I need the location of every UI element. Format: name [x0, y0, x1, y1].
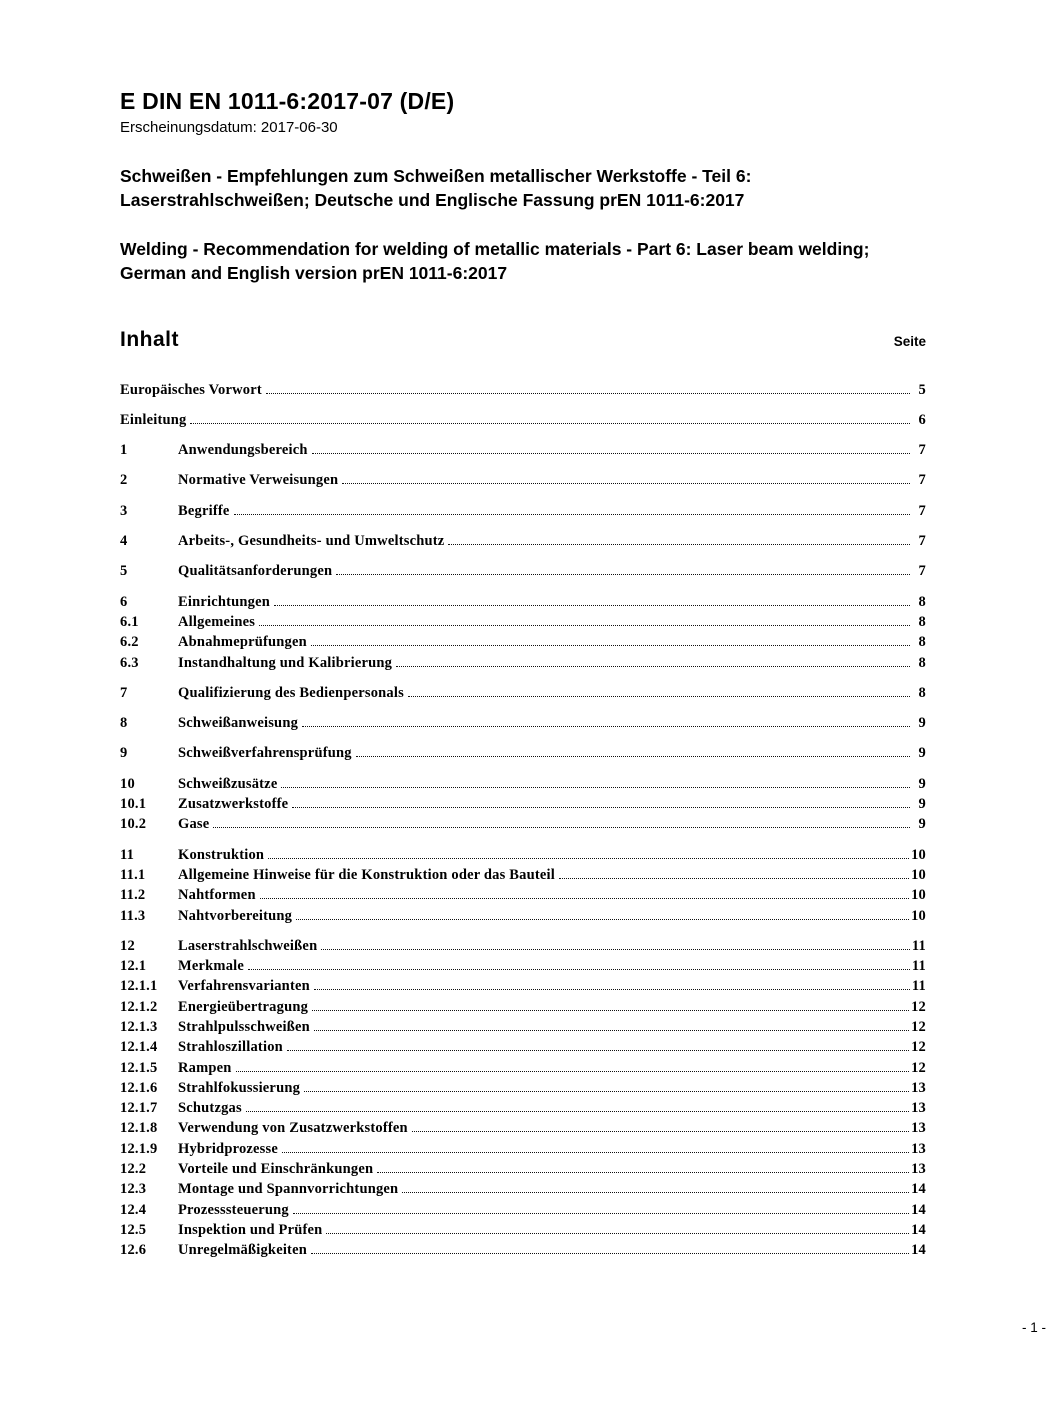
toc-entry-number: 6.3	[120, 654, 139, 671]
toc-leader-dots	[356, 756, 910, 757]
toc-entry-page: 13	[911, 1161, 926, 1178]
toc-group	[120, 715, 926, 735]
toc-group	[120, 412, 926, 432]
toc-entry[interactable]	[120, 1161, 926, 1181]
toc-group	[120, 685, 926, 705]
toc-group	[120, 442, 926, 462]
toc-entry-page: 14	[911, 1242, 926, 1259]
toc-entry-number: 12.2	[120, 1161, 147, 1178]
toc-entry-number: 10.2	[120, 816, 147, 833]
toc-entry-label: Schweißanweisung	[178, 715, 299, 732]
toc-leader-dots	[292, 807, 910, 808]
toc-entry[interactable]	[120, 655, 926, 675]
toc-entry-number: 5	[120, 563, 128, 580]
toc-entry-label: Strahloszillation	[178, 1039, 283, 1056]
toc-entry-page: 6	[918, 411, 926, 428]
toc-entry[interactable]	[120, 685, 926, 705]
toc-entry-page: 7	[918, 442, 926, 459]
toc-entry-number: 12.5	[120, 1221, 147, 1238]
toc-entry-number: 12.3	[120, 1181, 147, 1198]
toc-leader-dots	[408, 696, 910, 697]
toc-entry-page: 8	[918, 634, 926, 651]
toc-leader-dots	[311, 645, 910, 646]
toc-entry[interactable]	[120, 816, 926, 836]
toc-entry[interactable]	[120, 1100, 926, 1120]
toc-entry[interactable]	[120, 1019, 926, 1039]
toc-entry-label: Strahlpulsschweißen	[178, 1018, 310, 1035]
toc-entry[interactable]	[120, 867, 926, 887]
toc-entry-number: 10	[120, 775, 135, 792]
toc-leader-dots	[190, 423, 910, 424]
toc-entry-label: Instandhaltung und Kalibrierung	[178, 654, 393, 671]
toc-entry-label: Einleitung	[120, 411, 187, 428]
toc-leader-dots	[248, 969, 910, 970]
toc-entry-page: 14	[911, 1221, 926, 1238]
toc-entry-label: Arbeits-, Gesundheits- und Umweltschutz	[178, 533, 445, 550]
toc-leader-dots	[311, 1253, 909, 1254]
toc-entry-label: Schweißverfahrensprüfung	[178, 745, 352, 762]
toc-leader-dots	[296, 919, 909, 920]
toc-entry[interactable]	[120, 938, 926, 958]
toc-leader-dots	[336, 574, 910, 575]
toc-entry[interactable]	[120, 472, 926, 492]
toc-entry-page: 14	[911, 1181, 926, 1198]
toc-entry-page: 8	[918, 684, 926, 701]
toc-entry-label: Montage und Spannvorrichtungen	[178, 1181, 399, 1198]
toc-entry-page: 9	[918, 715, 926, 732]
toc-group	[120, 776, 926, 837]
toc-leader-dots	[559, 878, 909, 879]
page-footer	[240, 1320, 1046, 1335]
toc-entry-number: 11.3	[120, 907, 146, 924]
toc-entry-page: 8	[918, 613, 926, 630]
toc-leader-dots	[342, 483, 910, 484]
toc-entry[interactable]	[120, 614, 926, 634]
publication-date: Erscheinungsdatum: 2017-06-30	[120, 119, 338, 136]
toc-leader-dots	[312, 1010, 909, 1011]
page-number: - 1 -	[1021, 1320, 1046, 1335]
toc-entry-label: Merkmale	[178, 958, 245, 975]
toc-entry-page: 9	[918, 775, 926, 792]
toc-leader-dots	[321, 949, 910, 950]
toc-group	[120, 745, 926, 765]
toc-leader-dots	[314, 989, 910, 990]
toc-entry[interactable]	[120, 1060, 926, 1080]
toc-entry[interactable]	[120, 745, 926, 765]
toc-leader-dots	[293, 1213, 909, 1214]
toc-group	[120, 563, 926, 583]
toc-entry-page: 13	[911, 1079, 926, 1096]
toc-leader-dots	[246, 1111, 909, 1112]
toc-entry-label: Unregelmäßigkeiten	[178, 1242, 307, 1259]
toc-leader-dots	[287, 1050, 909, 1051]
toc-entry[interactable]	[120, 908, 926, 928]
toc-entry-number: 11	[120, 846, 135, 863]
toc-entry-number: 7	[120, 684, 128, 701]
toc-entry-label: Hybridprozesse	[178, 1140, 279, 1157]
toc-leader-dots	[396, 666, 910, 667]
toc-entry-number: 2	[120, 472, 128, 489]
toc-entry-page: 14	[911, 1201, 926, 1218]
toc-entry-number: 12.1.2	[120, 998, 158, 1015]
toc-leader-dots	[448, 544, 910, 545]
toc-entry-label: Nahtvorbereitung	[178, 907, 293, 924]
toc-entry[interactable]	[120, 847, 926, 867]
toc-entry-number: 12.1.9	[120, 1140, 158, 1157]
toc-entry[interactable]	[120, 503, 926, 523]
german-document-title: Schweißen - Empfehlungen zum Schweißen metallischer Werkstoffe - Teil 6: Laserstrahlschweißen; Deutsche und Englische Fassung prEN 1011-6:2017	[120, 166, 752, 211]
toc-entry-number: 12.1.7	[120, 1100, 158, 1117]
english-document-title: Welding - Recommendation for welding of metallic materials - Part 6: Laser beam welding; German and English version prEN 1011-6:2017	[120, 239, 870, 284]
toc-entry[interactable]	[120, 715, 926, 735]
toc-entry-label: Qualifizierung des Bedienpersonals	[178, 684, 404, 701]
toc-entry-label: Laserstrahlschweißen	[178, 937, 318, 954]
toc-entry-number: 3	[120, 502, 128, 519]
toc-group	[120, 847, 926, 928]
toc-entry-number: 9	[120, 745, 128, 762]
toc-entry[interactable]	[120, 442, 926, 462]
toc-entry-label: Verwendung von Zusatzwerkstoffen	[178, 1120, 408, 1137]
toc-leader-dots	[274, 605, 910, 606]
toc-entry-page: 9	[918, 816, 926, 833]
toc-entry-number: 12.1	[120, 958, 147, 975]
toc-entry-number: 12.1.4	[120, 1039, 158, 1056]
toc-entry-number: 12.1.3	[120, 1018, 158, 1035]
toc-entry-label: Normative Verweisungen	[178, 472, 339, 489]
toc-entry[interactable]	[120, 1242, 926, 1262]
toc-entry-label: Anwendungsbereich	[178, 442, 308, 459]
toc-leader-dots	[302, 726, 910, 727]
toc-group	[120, 594, 926, 675]
toc-entry[interactable]	[120, 1202, 926, 1222]
toc-entry-label: Zusatzwerkstoffe	[178, 796, 289, 813]
toc-leader-dots	[377, 1172, 909, 1173]
toc-entry-number: 11.2	[120, 887, 146, 904]
toc-leader-dots	[312, 453, 910, 454]
toc-entry-label: Europäisches Vorwort	[120, 381, 262, 398]
toc-entry-number: 12.1.1	[120, 978, 158, 995]
toc-heading: Inhalt	[120, 327, 179, 351]
toc-entry-label: Schweißzusätze	[178, 775, 278, 792]
toc-entry-number: 11.1	[120, 866, 146, 883]
toc-entry[interactable]	[120, 1120, 926, 1140]
toc-entry-page: 13	[911, 1100, 926, 1117]
toc-entry-label: Gase	[178, 816, 210, 833]
toc-entry-page: 9	[918, 796, 926, 813]
toc-entry-page: 10	[911, 846, 926, 863]
toc-entry[interactable]	[120, 634, 926, 654]
toc-entry-label: Konstruktion	[178, 846, 265, 863]
toc-leader-dots	[326, 1233, 909, 1234]
toc-header	[120, 328, 926, 352]
toc-entry[interactable]	[120, 412, 926, 432]
toc-entry-number: 1	[120, 442, 128, 459]
toc-entry-label: Einrichtungen	[178, 593, 271, 610]
toc-entry[interactable]	[120, 382, 926, 402]
toc-entry-page: 9	[918, 745, 926, 762]
toc-entry-page: 10	[911, 866, 926, 883]
toc-entry-number: 12	[120, 937, 135, 954]
toc-leader-dots	[412, 1131, 909, 1132]
toc-entry-label: Schutzgas	[178, 1100, 242, 1117]
toc-entry-page: 11	[911, 978, 926, 995]
toc-entry-page: 11	[911, 958, 926, 975]
toc-leader-dots	[260, 898, 909, 899]
toc-entry-page: 12	[911, 1039, 926, 1056]
toc-group	[120, 533, 926, 553]
toc-leader-dots	[268, 858, 909, 859]
toc-entry-page: 13	[911, 1120, 926, 1137]
toc-entry-page: 10	[911, 887, 926, 904]
toc-entry-page: 8	[918, 654, 926, 671]
toc-page-column-label: Seite	[893, 333, 926, 349]
toc-group	[120, 472, 926, 492]
toc-entry-label: Allgemeine Hinweise für die Konstruktion oder das Bauteil	[178, 866, 556, 883]
toc-entry-label: Begriffe	[178, 502, 230, 519]
toc-entry-number: 12.1.6	[120, 1079, 158, 1096]
document-title: E DIN EN 1011-6:2017-07 (D/E)	[120, 88, 455, 114]
toc-entry-page: 12	[911, 1059, 926, 1076]
toc-entry[interactable]	[120, 776, 926, 796]
toc-entry-label: Allgemeines	[178, 613, 256, 630]
toc-entry-page: 12	[911, 998, 926, 1015]
toc-entry-number: 6.2	[120, 634, 139, 651]
toc-entry[interactable]	[120, 1080, 926, 1100]
toc-entry[interactable]	[120, 796, 926, 816]
toc-entry-label: Abnahmeprüfungen	[178, 634, 307, 651]
toc-group	[120, 938, 926, 1263]
toc-entry[interactable]	[120, 1141, 926, 1161]
toc-entry-label: Nahtformen	[178, 887, 256, 904]
toc-entry[interactable]	[120, 978, 926, 998]
toc-entry-page: 5	[918, 381, 926, 398]
toc-entry-label: Vorteile und Einschränkungen	[178, 1161, 374, 1178]
toc-leader-dots	[402, 1192, 909, 1193]
toc-entry-number: 12.4	[120, 1201, 147, 1218]
toc-entry-page: 11	[911, 937, 926, 954]
toc-entry-page: 7	[918, 563, 926, 580]
toc-leader-dots	[213, 827, 910, 828]
toc-entry-number: 12.1.5	[120, 1059, 158, 1076]
toc-leader-dots	[282, 1152, 909, 1153]
toc-entry-page: 7	[918, 502, 926, 519]
toc-entry[interactable]	[120, 1222, 926, 1242]
toc-entry-label: Inspektion und Prüfen	[178, 1221, 323, 1238]
toc-list	[120, 382, 926, 1263]
toc-entry-number: 10.1	[120, 796, 147, 813]
toc-leader-dots	[234, 514, 910, 515]
toc-entry-page: 10	[911, 907, 926, 924]
toc-entry-label: Energieübertragung	[178, 998, 309, 1015]
toc-entry[interactable]	[120, 563, 926, 583]
toc-entry[interactable]	[120, 958, 926, 978]
toc-leader-dots	[259, 625, 910, 626]
toc-entry-number: 4	[120, 533, 128, 550]
toc-entry-label: Rampen	[178, 1059, 232, 1076]
toc-entry-label: Qualitätsanforderungen	[178, 563, 333, 580]
toc-leader-dots	[266, 393, 910, 394]
toc-entry-page: 12	[911, 1018, 926, 1035]
toc-leader-dots	[281, 787, 910, 788]
toc-leader-dots	[236, 1071, 910, 1072]
toc-group	[120, 503, 926, 523]
toc-entry[interactable]	[120, 533, 926, 553]
toc-entry-label: Verfahrensvarianten	[178, 978, 310, 995]
toc-leader-dots	[314, 1030, 909, 1031]
toc-entry[interactable]	[120, 999, 926, 1019]
toc-entry-page: 13	[911, 1140, 926, 1157]
toc-entry-label: Prozesssteuerung	[178, 1201, 289, 1218]
toc-entry[interactable]	[120, 1181, 926, 1201]
toc-entry-page: 8	[918, 593, 926, 610]
toc-entry[interactable]	[120, 1039, 926, 1059]
document-page	[120, 0, 1046, 1403]
toc-entry-page: 7	[918, 472, 926, 489]
toc-entry-number: 12.6	[120, 1242, 147, 1259]
toc-entry-page: 7	[918, 533, 926, 550]
toc-entry-number: 12.1.8	[120, 1120, 158, 1137]
toc-entry-label: Strahlfokussierung	[178, 1079, 301, 1096]
toc-leader-dots	[304, 1091, 909, 1092]
toc-entry-number: 8	[120, 715, 128, 732]
toc-entry[interactable]	[120, 887, 926, 907]
toc-entry[interactable]	[120, 594, 926, 614]
toc-group	[120, 382, 926, 402]
toc-entry-number: 6.1	[120, 613, 139, 630]
toc-entry-number: 6	[120, 593, 128, 610]
